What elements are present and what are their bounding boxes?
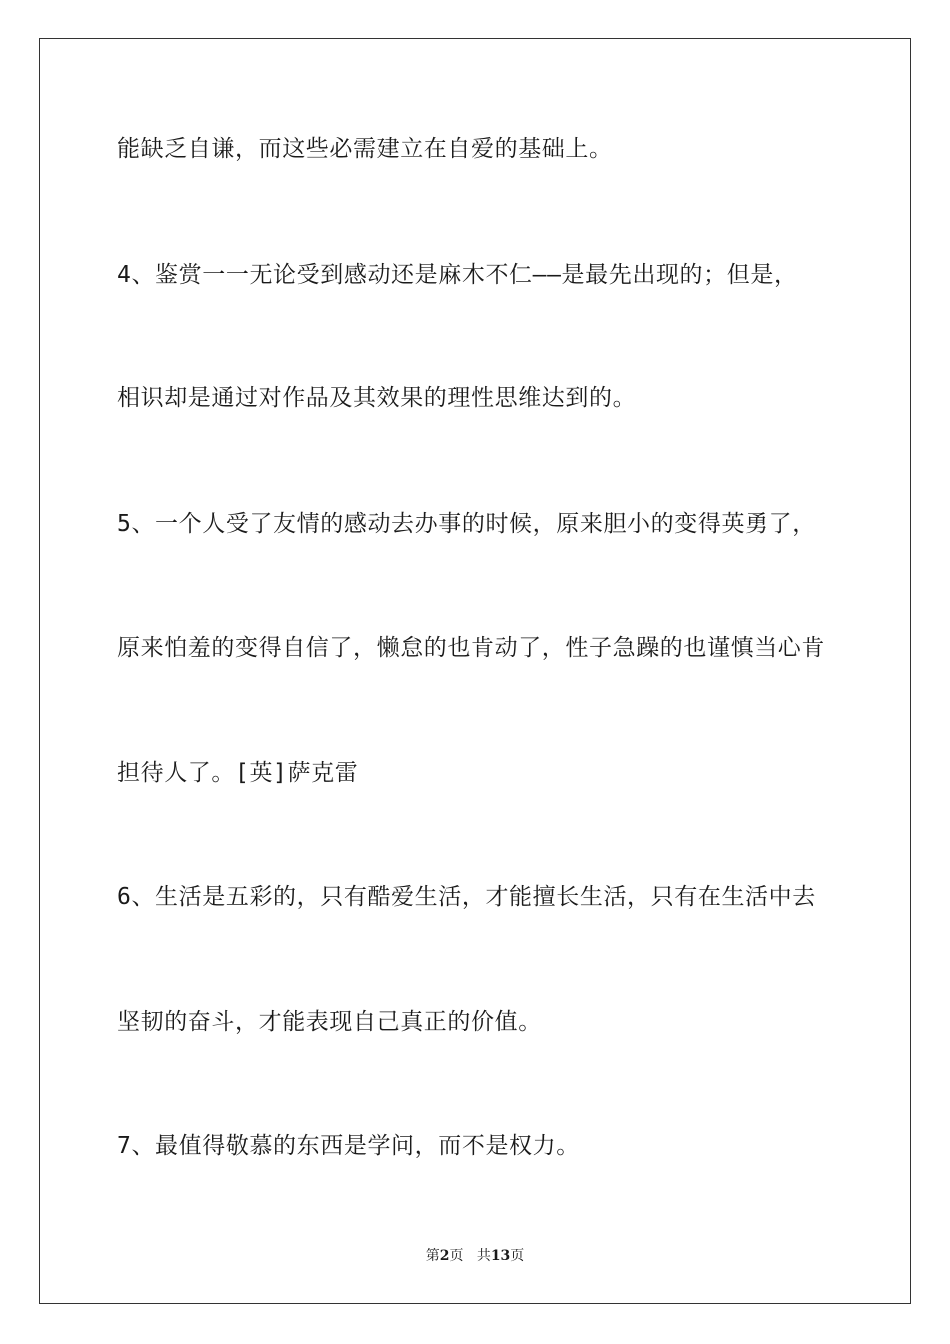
text-line-6: 担待人了。[英]萨克雷 — [117, 760, 359, 786]
text-line-8: 坚韧的奋斗，才能表现自己真正的价值。 — [117, 1009, 542, 1035]
total-suffix: 页 — [510, 1248, 525, 1264]
text-line-2: 4、鉴赏一一无论受到感动还是麻木不仁——是最先出现的；但是， — [117, 262, 798, 288]
page-footer — [0, 1247, 950, 1265]
text-line-7: 6、生活是五彩的，只有酷爱生活，才能擅长生活，只有在生活中去 — [117, 884, 816, 910]
page-prefix: 第 — [425, 1248, 440, 1264]
text-line-9: 7、最值得敬慕的东西是学问，而不是权力。 — [117, 1133, 580, 1159]
text-line-3: 相识却是通过对作品及其效果的理性思维达到的。 — [117, 385, 637, 411]
total-pages: 13 — [490, 1248, 511, 1264]
text-line-5: 原来怕羞的变得自信了，懒怠的也肯动了，性子急躁的也谨慎当心肯 — [117, 635, 825, 661]
page-border — [39, 38, 911, 1304]
text-line-1: 能缺乏自谦，而这些必需建立在自爱的基础上。 — [117, 136, 613, 162]
text-line-4: 5、一个人受了友情的感动去办事的时候，原来胆小的变得英勇了， — [117, 511, 816, 537]
page-suffix: 页 — [449, 1248, 464, 1264]
page-number: 2 — [439, 1248, 450, 1264]
total-prefix: 共 — [476, 1248, 491, 1264]
